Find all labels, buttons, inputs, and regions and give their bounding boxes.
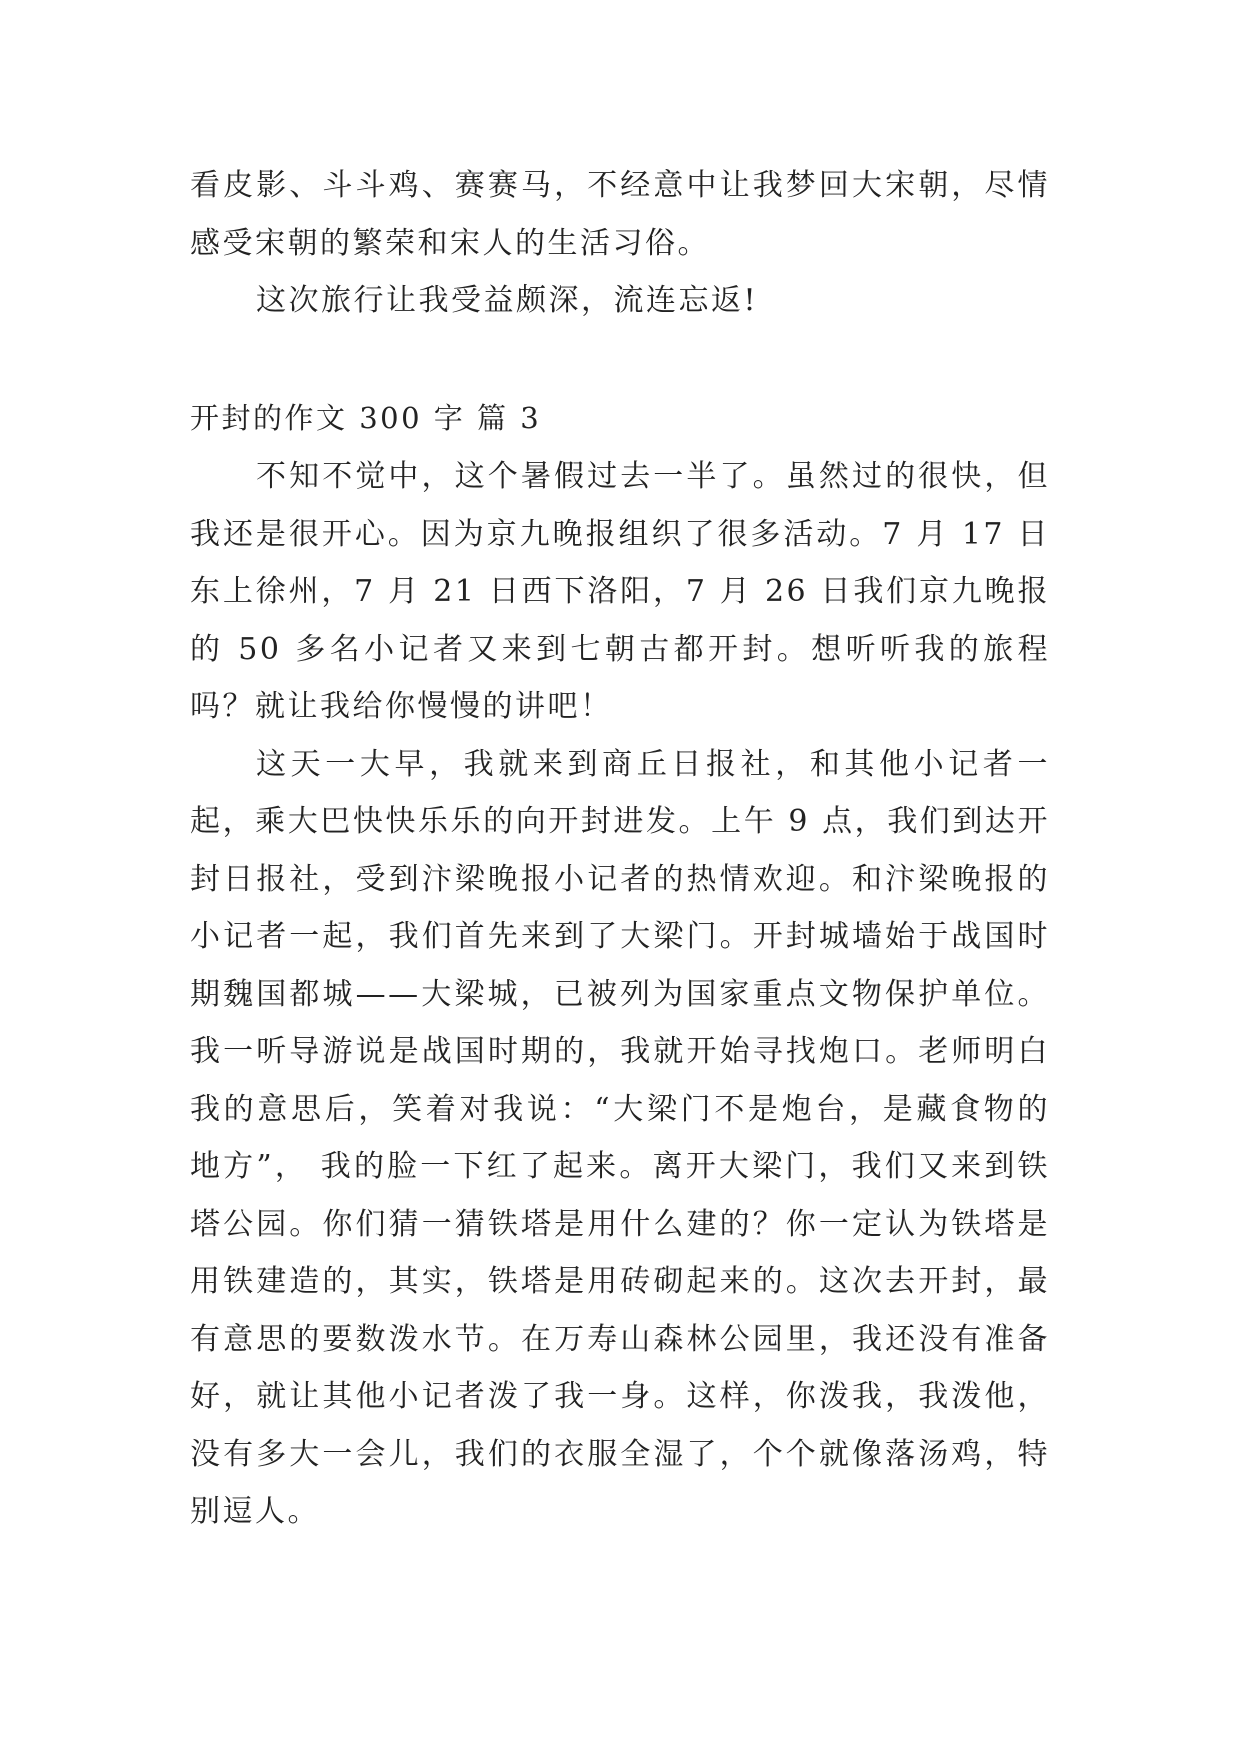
essay-body (190, 448, 1050, 1541)
section-heading: 开封的作文 300 字 篇 3 (190, 401, 542, 435)
closing-paragraph: 这次旅行让我受益颇深，流连忘返! (256, 283, 759, 318)
previous-section-ending (190, 157, 1050, 330)
essay-paragraph-1: 不知不觉中，这个暑假过去一半了。虽然过的很快，但我还是很开心。因为京九晚报组织了很多活动。7 月 17 日东上徐州，7 月 21 日西下洛阳，7 月 26 日我们京九晚报的 50 多名小记者又来到七朝古都开封。想听听我的旅程吗？就让我给你慢慢的讲吧！ (190, 459, 1050, 724)
continuation-paragraph: 看皮影、斗斗鸡、赛赛马，不经意中让我梦回大宋朝，尽情感受宋朝的繁荣和宋人的生活习俗。 (190, 168, 1050, 261)
essay-paragraph-2: 这天一大早，我就来到商丘日报社，和其他小记者一起，乘大巴快快乐乐的向开封进发。上午 9 点，我们到达开封日报社，受到汴梁晚报小记者的热情欢迎。和汴梁晚报的小记者一起，我们首先来到了大梁门。开封城墙始于战国时期魏国都城——大梁城，已被列为国家重点文物保护单位。我一听导游说是战国时期的，我就开始寻找炮口。老师明白我的意思后，笑着对我说：“大梁门不是炮台，是藏食物的地方”， 我的脸一下红了起来。离开大梁门，我们又来到铁塔公园。你们猜一猜铁塔是用什么建的？你一定认为铁塔是用铁建造的，其实，铁塔是用砖砌起来的。这次去开封，最有意思的要数泼水节。在万寿山森林公园里，我还没有准备好，就让其他小记者泼了我一身。这样，你泼我，我泼他，没有多大一会儿，我们的衣服全湿了，个个就像落汤鸡，特别逗人。 (190, 746, 1050, 1529)
section-heading-block (190, 390, 1050, 448)
